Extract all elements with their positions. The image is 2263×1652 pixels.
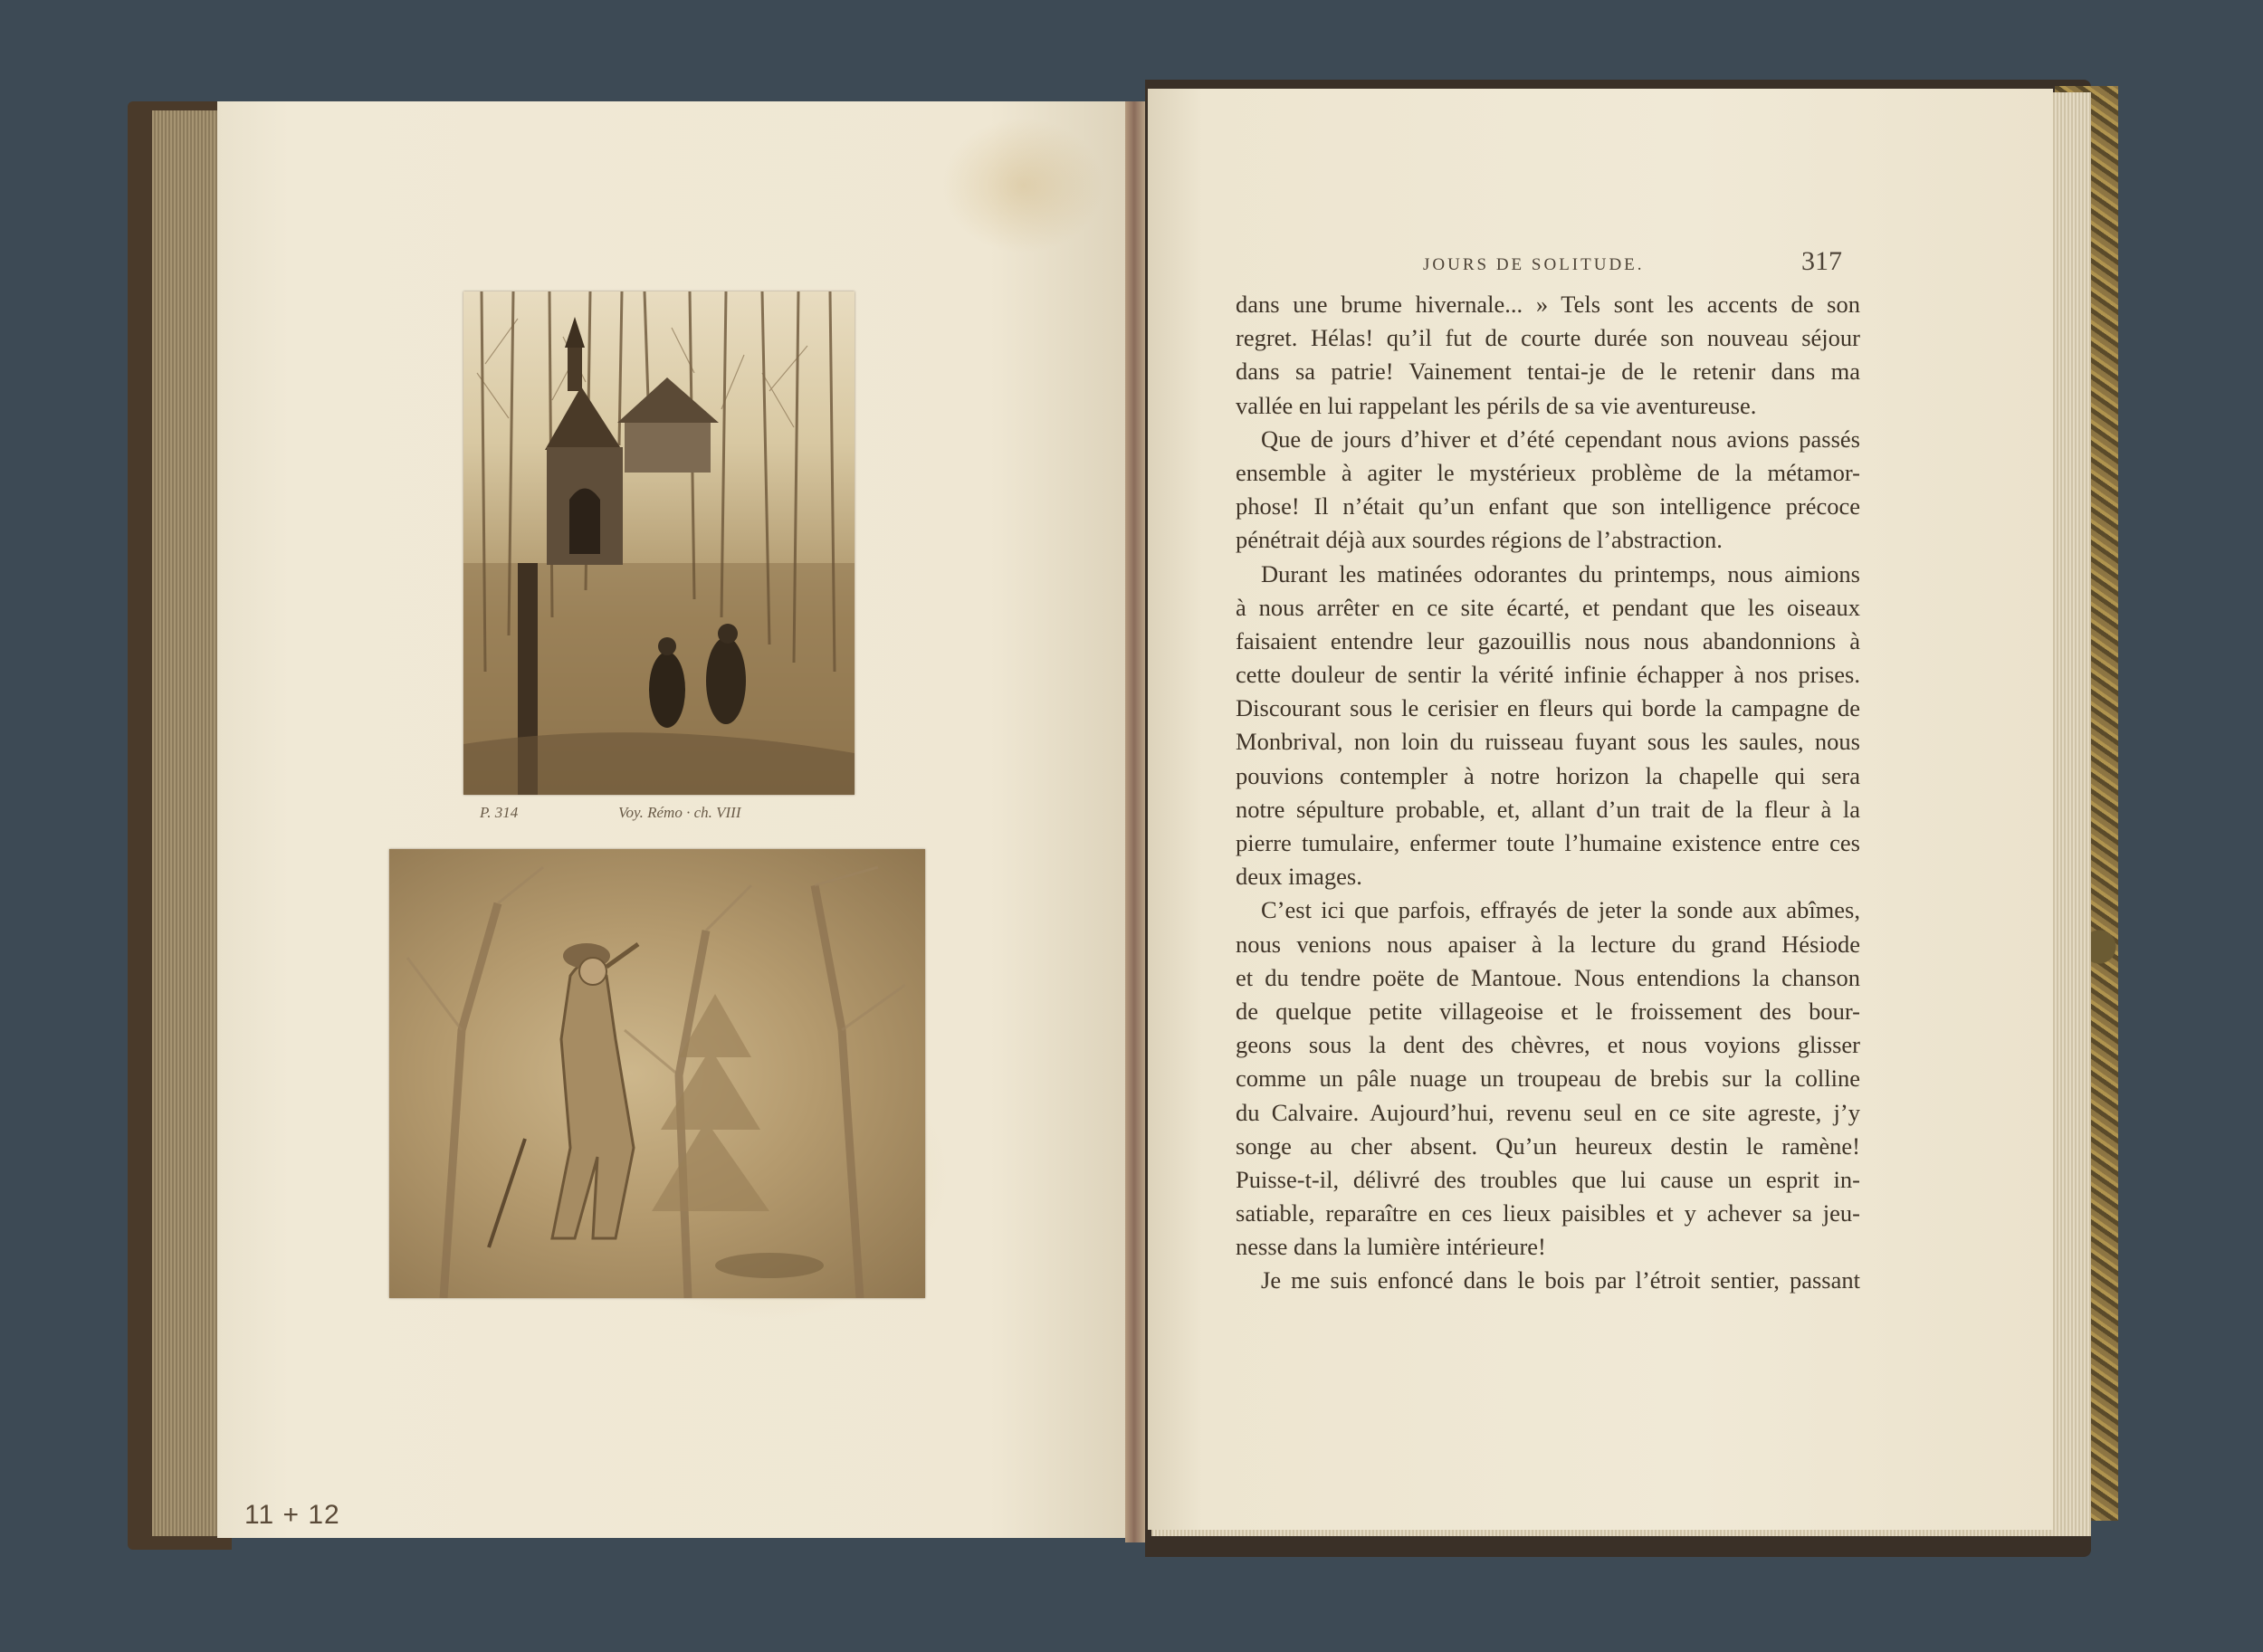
text-line: satiable, reparaître en ces lieux paisibles et y achever sa jeu- <box>1236 1199 1860 1227</box>
text-line: pénétrait déjà aux sourdes régions de l’abstraction. <box>1236 526 1723 554</box>
text-line: à nous arrêter en ce site écarté, et pendant que les oiseaux <box>1236 593 1860 621</box>
text-line: songe au cher absent. Qu’un heureux destin le ramène! <box>1236 1132 1860 1160</box>
text-line: faisaient entendre leur gazouillis nous nous abandonnions à <box>1236 626 1860 654</box>
plate-number: 11 + 12 <box>244 1500 340 1530</box>
text-line: C’est ici que parfois, effrayés de jeter la sonde aux abîmes, <box>1261 896 1860 924</box>
text-line: notre sépulture probable, et, allant d’un trait de la fleur à la <box>1236 795 1860 823</box>
text-line: du Calvaire. Aujourd’hui, revenu seul en ce site agreste, j’y <box>1236 1098 1860 1126</box>
text-line: Monbrival, non loin du ruisseau fuyant sous les saules, nous <box>1236 728 1860 756</box>
running-head: JOURS DE SOLITUDE. <box>1423 255 1645 274</box>
page-number: 317 <box>1801 246 1842 276</box>
text-line: geons sous la dent des chèvres, et nous voyions glisser <box>1236 1031 1860 1059</box>
text-line: Je me suis enfoncé dans le bois par l’étroit sentier, passant <box>1261 1266 1860 1294</box>
text-line: pouvions contempler à notre horizon la chapelle qui sera <box>1236 761 1860 789</box>
relief-illustration <box>389 849 925 1298</box>
text-line: phose! Il n’était qu’un enfant que son intelligence précoce <box>1236 492 1860 520</box>
text-line: regret. Hélas! qu’il fut de courte durée son nouveau séjour <box>1236 324 1860 352</box>
text-line: Durant les matinées odorantes du printemps, nous aimions <box>1261 559 1860 587</box>
text-line: pierre tumulaire, enfermer toute l’humaine existence entre ces <box>1236 829 1860 856</box>
photo-caption-page-ref: P. 314 <box>480 804 519 821</box>
body-text <box>1236 288 1860 1298</box>
text-line: nous venions nous apaiser à la lecture du grand Hésiode <box>1236 930 1860 958</box>
text-line: cette douleur de sentir la vérité infinie échapper à nos prises. <box>1236 661 1860 689</box>
text-line: de quelque petite villageoise et le froissement des bour- <box>1236 997 1860 1025</box>
text-line: vallée en lui rappelant les périls de sa vie aventureuse. <box>1236 391 1757 419</box>
chapel-in-woods-photo <box>463 291 855 795</box>
chapel-illustration <box>463 291 855 795</box>
text-line: et du tendre poëte de Mantoue. Nous entendions la chanson <box>1236 963 1860 991</box>
photo-caption-chapter-ref: Voy. Rémo · ch. VIII <box>618 804 741 821</box>
text-line: dans une brume hivernale... » Tels sont les accents de son <box>1236 291 1860 318</box>
text-line: ensemble à agiter le mystérieux problème de la métamor- <box>1236 458 1860 486</box>
text-line: Discourant sous le cerisier en fleurs qui borde la campagne de <box>1236 694 1860 722</box>
carved-relief-photo <box>389 849 925 1298</box>
page-edges-left <box>152 110 226 1536</box>
text-line: deux images. <box>1236 863 1362 891</box>
text-line: Puisse-t-il, délivré des troubles que lui cause un esprit in- <box>1236 1165 1860 1193</box>
text-line: dans sa patrie! Vainement tentai-je de le retenir dans ma <box>1236 358 1860 386</box>
book-gutter <box>1125 101 1145 1542</box>
paper-stain <box>941 118 1104 253</box>
text-line: Que de jours d’hiver et d’été cependant nous avions passés <box>1261 425 1860 453</box>
text-line: nesse dans la lumière intérieure! <box>1236 1233 1546 1261</box>
text-line: comme un pâle nuage un troupeau de brebis sur la colline <box>1236 1065 1860 1093</box>
